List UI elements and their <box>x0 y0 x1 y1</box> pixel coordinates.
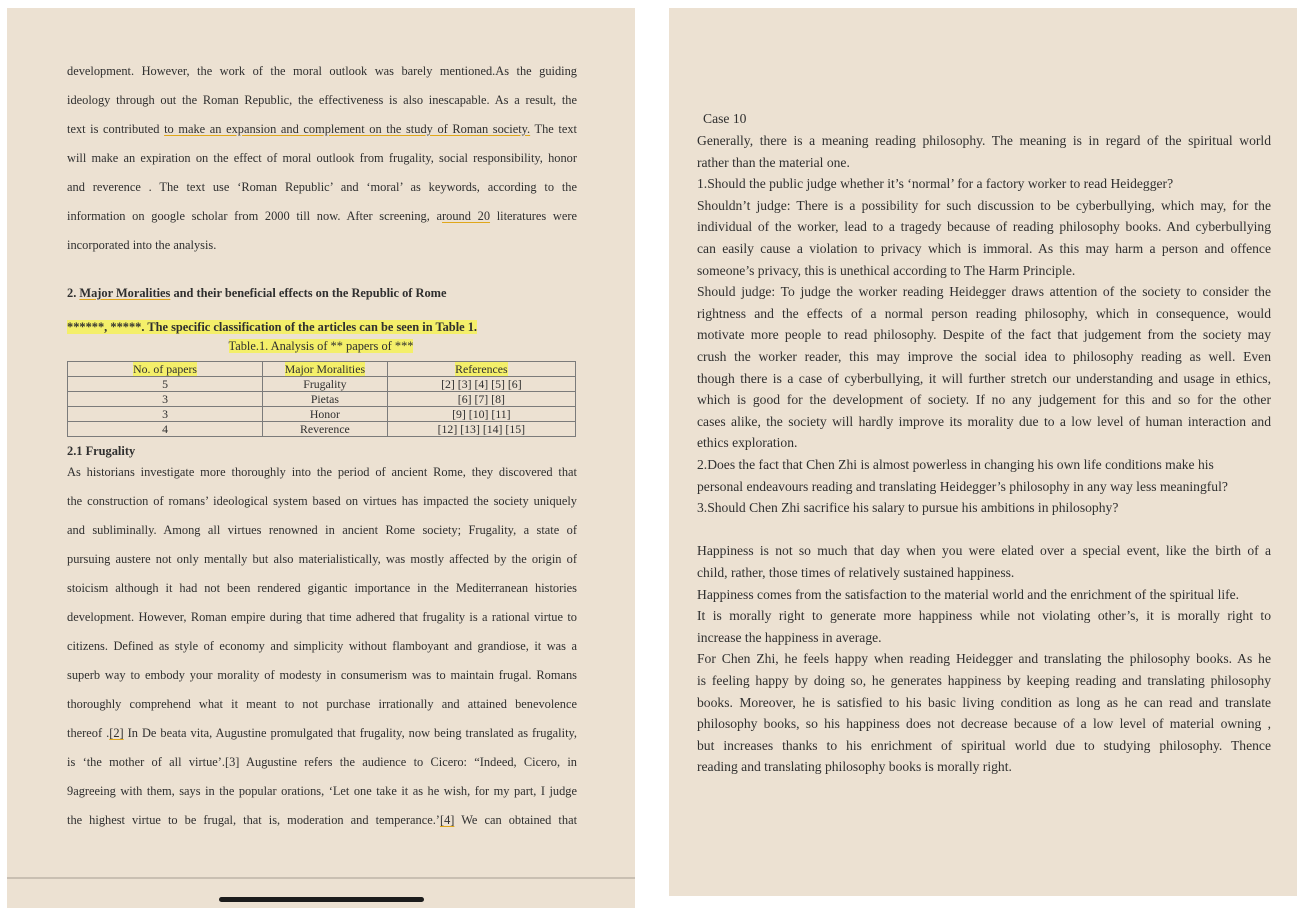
text-segment: the highest virtue to be frugal, that is, moderation and temperance.’ <box>67 813 440 827</box>
highlight-text[interactable]: ******, *****. The specific classification of the articles can be seen in Table 1. <box>67 320 478 334</box>
section-heading <box>67 284 446 302</box>
text-line: Should judge: To judge the worker reading Heidegger draws attention of the society to consider the <box>697 284 1271 300</box>
table-cell: Reverence <box>263 422 388 437</box>
analysis-table <box>67 361 576 437</box>
text-line: As historians investigate more thoroughly into the period of ancient Rome, they discovered that <box>67 465 577 479</box>
text-segment: literatures were <box>490 209 577 223</box>
text-line: Happiness comes from the satisfaction to the material world and the enrichment of the spiritual life. <box>697 586 1240 602</box>
text-segment: In De beata vita, Augustine promulgated that frugality, now being translated as frugality, <box>123 726 577 740</box>
text-line: which is good for the development of society. If no any judgement for this and so for the other <box>697 392 1271 408</box>
text-line: superb way to embody your morality of modesty in consumerism was to maintain frugal. Romans <box>67 668 577 682</box>
text-segment: thereof . <box>67 726 110 740</box>
page-divider <box>7 877 635 879</box>
table-cell: 3 <box>68 392 263 407</box>
text-line: philosophy books, so his happiness does not decrease because of a low level of material owning , <box>697 716 1271 732</box>
text-segment: information on google scholar from 2000 till now. After screening, a <box>67 209 443 223</box>
text-line: rightness and the effects of a normal person reading philosophy, which in consequence, would <box>697 305 1271 321</box>
text-line: cases alike, the society will hardly improve its morality due to a low level of human interaction and <box>697 413 1271 429</box>
header-no-of-papers: No. of papers <box>68 362 263 377</box>
text-line: It is morally right to generate more happiness while not violating other’s, it is morally right to <box>697 608 1271 624</box>
text-segment: text is contributed <box>67 122 165 136</box>
text-line: personal endeavours reading and translating Heidegger’s philosophy in any way less meaningful? <box>697 478 1228 494</box>
text-line: someone’s privacy, this is unethical according to The Harm Principle. <box>697 262 1076 278</box>
text-line: individual of the worker, lead to a tragedy because of reading philosophy books. And cyberbullying <box>697 219 1271 235</box>
text-line: 9agreeing with them, says in the popular orations, ‘Let one take it as he wish, for my part, I judge <box>67 784 577 798</box>
header-references: References <box>387 362 575 377</box>
text-line: increase the happiness in average. <box>697 629 882 645</box>
text-line: Generally, there is a meaning reading philosophy. The meaning is in regard of the spiritual world <box>697 133 1271 148</box>
table-cell: [12] [13] [14] [15] <box>387 422 575 437</box>
citation-link[interactable]: [2] <box>109 726 124 740</box>
text-line: is ‘the mother of all virtue’.[3] Augustine refers the audience to Cicero: “Indeed, Cicero, in <box>67 755 577 769</box>
highlighted-sentence <box>67 318 477 336</box>
text-line: stoicism although it had not been rendered gigantic importance in the Mediterranean histories <box>67 581 577 595</box>
text-line: 2.Does the fact that Chen Zhi is almost powerless in changing his own life conditions make his <box>697 457 1214 472</box>
table-caption-text: Table.1. Analysis of ** papers of *** <box>228 339 414 353</box>
header-major-moralities: Major Moralities <box>263 362 388 377</box>
table-caption <box>67 339 575 354</box>
heading-number: 2. <box>67 286 80 300</box>
text-line: child, rather, those times of relatively sustained happiness. <box>697 565 1015 580</box>
table-cell: [6] [7] [8] <box>387 392 575 407</box>
text-line: but increases thanks to his enrichment of spiritual world due to studying philosophy. Thence <box>697 737 1271 753</box>
text-line: crush the worker reader, this may improve the social idea to philosophy reading as well. Even <box>697 349 1271 364</box>
text-line: Shouldn’t judge: There is a possibility for such discussion to be cyberbullying, which may, for the <box>697 197 1271 213</box>
table-header-row <box>68 362 576 377</box>
text-line: ideology through out the Roman Republic, the effectiveness is also inescapable. As a result, the <box>67 93 577 107</box>
text-line: is feeling happy by doing so, he generates happiness by keeping reading and translating philosophy <box>697 673 1271 688</box>
case-title: Case 10 <box>703 111 747 126</box>
table-row <box>68 392 576 407</box>
text-line: 3.Should Chen Zhi sacrifice his salary to pursue his ambitions in philosophy? <box>697 500 1119 516</box>
table-cell: Pietas <box>263 392 388 407</box>
table-cell: [9] [10] [11] <box>387 407 575 422</box>
text-line <box>67 723 577 743</box>
table-cell: 4 <box>68 422 263 437</box>
left-page <box>7 8 635 908</box>
underlined-comment-anchor[interactable]: round 20 <box>442 209 491 223</box>
table-cell: Honor <box>263 407 388 422</box>
underlined-comment-anchor[interactable]: Major Moralities <box>79 286 171 300</box>
text-line: and reverence . The text use ‘Roman Republic’ and ‘moral’ as keywords, according to the <box>67 180 577 194</box>
right-page <box>669 8 1297 896</box>
table-cell: 3 <box>68 407 263 422</box>
text-line <box>67 810 577 830</box>
text-line: though there is a case of cyberbullying, it will further stretch our understanding and usage in ethics, <box>697 370 1271 386</box>
table-row <box>68 422 576 437</box>
text-line: and subliminally. Among all virtues renowned in ancient Rome society; Frugality, a state of <box>67 523 577 537</box>
text-line: Happiness is not so much that day when you were elated over a special event, like the birth of a <box>697 543 1271 559</box>
text-line: incorporated into the analysis. <box>67 238 217 252</box>
table-cell: [2] [3] [4] [5] [6] <box>387 377 575 392</box>
text-line: development. However, Roman empire during that time adhered that frugality is a rational virtue to <box>67 610 577 624</box>
text-line: can easily cause a violation to privacy which is immoral. As this may harm a person and offence <box>697 241 1271 256</box>
text-segment: The text <box>530 122 577 136</box>
text-line: thoroughly comprehend what it meant to not purchase irrationally and attained benevolence <box>67 697 577 711</box>
table-cell: Frugality <box>263 377 388 392</box>
table-cell: 5 <box>68 377 263 392</box>
text-line: will make an expiration on the effect of moral outlook from frugality, social responsibility, honor <box>67 151 577 165</box>
text-line: For Chen Zhi, he feels happy when reading Heidegger and translating the philosophy books. As he <box>697 651 1271 667</box>
citation-link[interactable]: [4] <box>439 813 455 827</box>
text-segment: We can obtained that <box>454 813 578 827</box>
text-line: citizens. Defined as style of economy and simplicity without flamboyant and grandiose, it was a <box>67 639 577 653</box>
text-line: rather than the material one. <box>697 154 850 170</box>
text-line: development. However, the work of the moral outlook was barely mentioned.As the guiding <box>67 64 577 78</box>
underlined-comment-anchor[interactable]: to make an expansion and complement on the study of Roman society. <box>164 122 531 136</box>
text-line <box>697 519 1271 540</box>
text-line: ethics exploration. <box>697 435 798 451</box>
home-indicator[interactable] <box>219 897 424 902</box>
text-line: the construction of romans’ ideological system based on virtues has impacted the society uniquely <box>67 494 577 508</box>
text-line <box>67 206 577 226</box>
subsection-heading: 2.1 Frugality <box>67 444 136 458</box>
text-line: 1.Should the public judge whether it’s ‘normal’ for a factory worker to read Heidegger? <box>697 176 1174 192</box>
table-row <box>68 407 576 422</box>
text-line: reading and translating philosophy books is morally right. <box>697 759 1012 775</box>
table-row <box>68 377 576 392</box>
text-line <box>67 119 577 139</box>
text-line: motivate more people to read philosophy. Despite of the fact that judgement from the society may <box>697 327 1271 343</box>
heading-text: and their beneficial effects on the Republic of Rome <box>170 286 447 300</box>
text-line: pursuing austere not only mentally but also materialistically, was mostly affected by the origin of <box>67 552 577 566</box>
text-line: books. Moreover, he is satisfied to his basic living condition as long as he can read and translate <box>697 694 1271 710</box>
